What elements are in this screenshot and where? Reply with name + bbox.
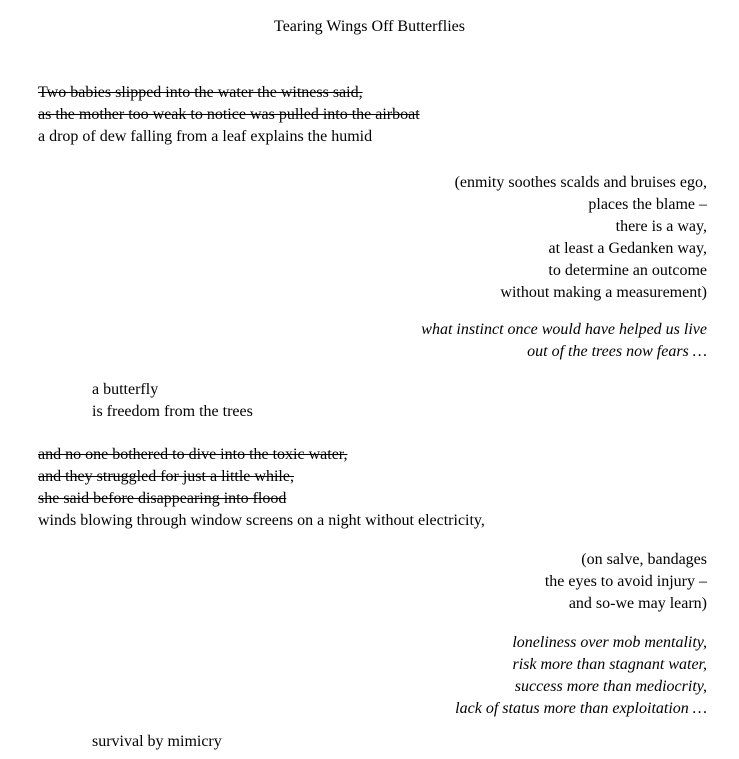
poem-line: the eyes to avoid injury – [544, 573, 707, 590]
poem-line: as the mother too weak to notice was pulled into the airboat [38, 106, 420, 123]
stanza-5 [38, 444, 707, 532]
poem-line: at least a Gedanken way, [548, 240, 707, 257]
poem-line: she said before disappearing into flood [38, 490, 287, 507]
poem-line: and so-we may learn) [568, 595, 707, 612]
poem-line: (on salve, bandages [581, 551, 707, 568]
poem-line: to determine an outcome [548, 262, 707, 279]
poem-line: without making a measurement) [500, 284, 707, 301]
poem-line: survival by mimicry [92, 733, 222, 750]
stanza-3 [38, 319, 707, 363]
poem-line: winds blowing through window screens on a night without electricity, [38, 512, 485, 529]
poem-line: what instinct once would have helped us live [421, 321, 707, 338]
stanza-6 [38, 549, 707, 615]
stanza-8 [92, 731, 707, 753]
poem-line: places the blame – [588, 196, 707, 213]
poem-line: and they struggled for just a little while, [38, 468, 294, 485]
poem-line: Two babies slipped into the water the witness said, [38, 84, 363, 101]
poem-line: and no one bothered to dive into the toxic water, [38, 446, 348, 463]
stanza-7 [38, 632, 707, 720]
poem-line: (enmity soothes scalds and bruises ego, [454, 174, 707, 191]
stanza-1 [38, 82, 707, 148]
stanza-2 [38, 172, 707, 304]
poem-line: there is a way, [615, 218, 707, 235]
poem-line: a butterfly [92, 381, 159, 398]
poem-line: lack of status more than exploitation … [455, 700, 707, 717]
poem-line: success more than mediocrity, [514, 678, 707, 695]
poem-title: Tearing Wings Off Butterflies [274, 18, 465, 35]
stanza-4 [92, 379, 707, 423]
poem-line: a drop of dew falling from a leaf explains the humid [38, 128, 373, 145]
poem-line: is freedom from the trees [92, 403, 253, 420]
poem-line: risk more than stagnant water, [512, 656, 707, 673]
poem-line: loneliness over mob mentality, [512, 634, 707, 651]
poem-line: out of the trees now fears … [527, 343, 707, 360]
